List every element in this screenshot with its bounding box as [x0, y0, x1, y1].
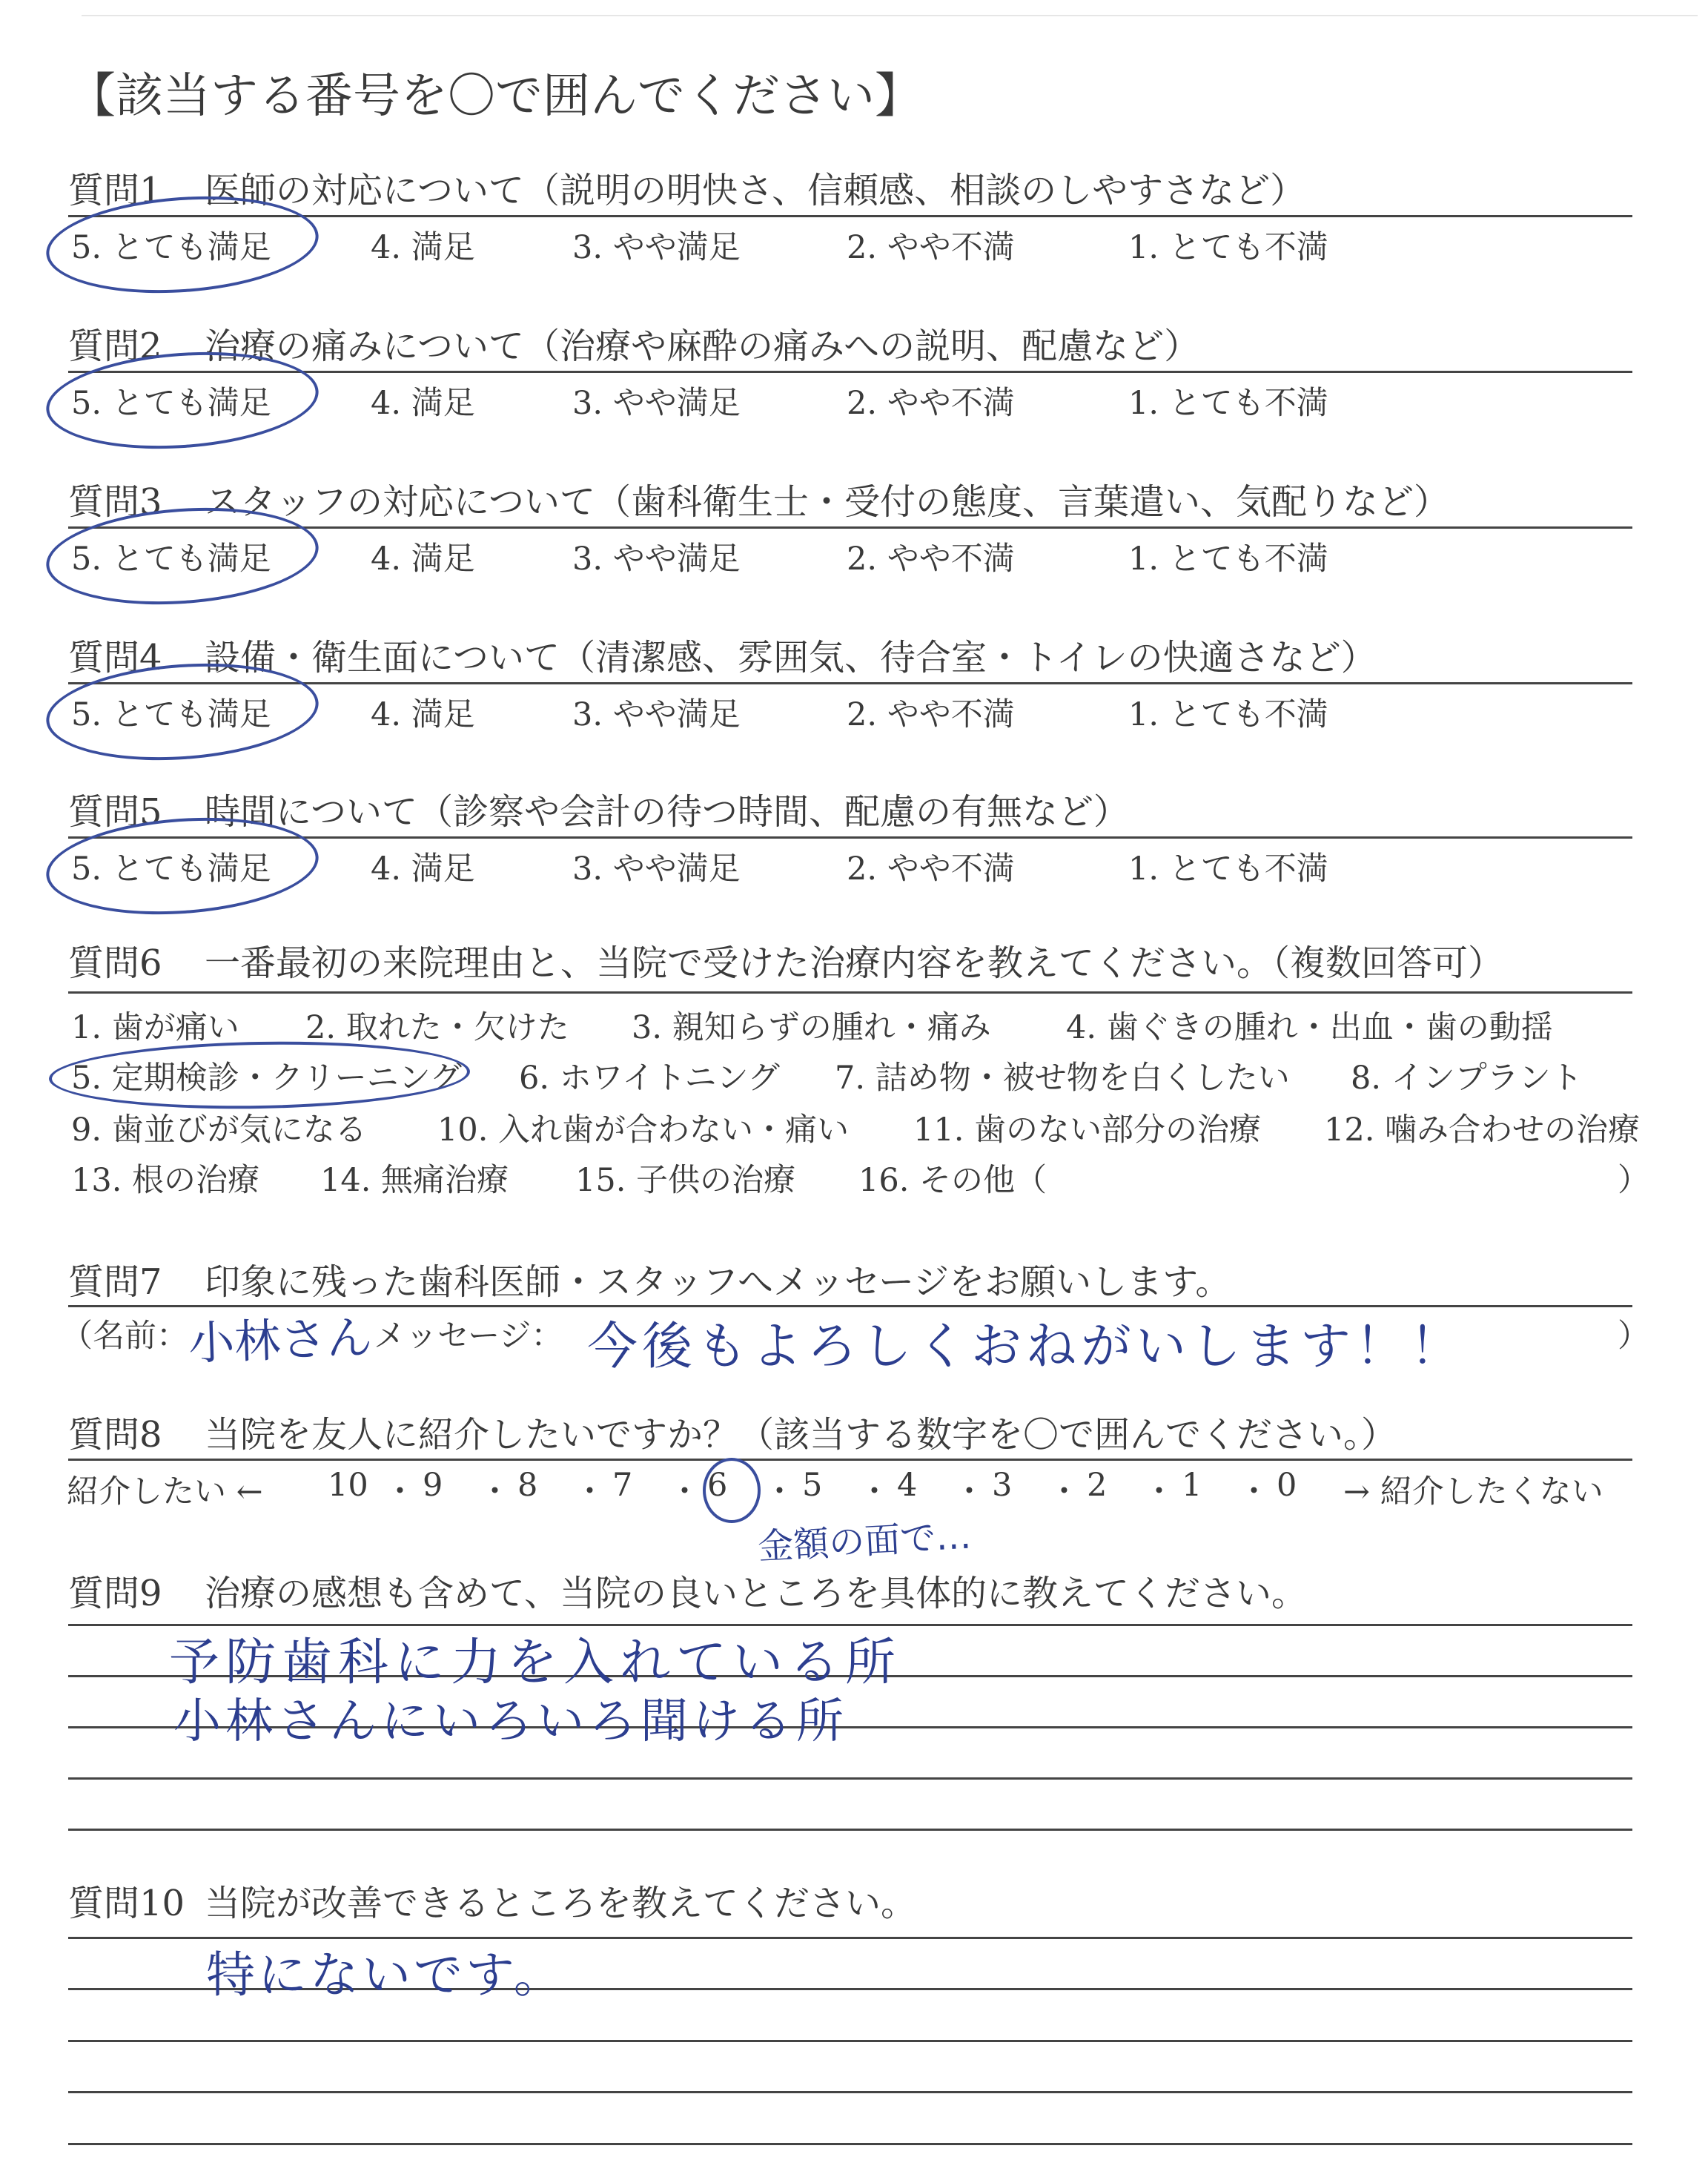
q9-answer-2: 小林さんにいろいろ聞ける所: [173, 1694, 848, 1749]
q4-option-4: 4. 満足: [371, 696, 475, 733]
q8-scale-6: 6: [707, 1467, 728, 1504]
q7-name-value: 小林さん: [187, 1309, 374, 1371]
q6-option-16: 16. その他（: [858, 1162, 1047, 1199]
q9-answer-1: 予防歯科に力を入れている所: [169, 1634, 902, 1692]
q8-rule: [68, 1459, 1632, 1461]
q8-text: 当院を友人に紹介したいですか？（該当する数字を〇で囲んでください。）: [205, 1414, 1397, 1456]
q7-name-label: （名前：: [61, 1318, 188, 1355]
q5-text: 時間について（診察や会計の待つ時間、配慮の有無など）: [205, 791, 1130, 833]
page-title: 【該当する番号を〇で囲んでください】: [68, 69, 922, 124]
q8-scale-dot: ・: [479, 1473, 511, 1510]
q10-rule-5: [68, 2143, 1632, 2145]
q6-close-paren: ）: [1618, 1162, 1649, 1199]
q3-option-5: 5. とても満足: [71, 541, 271, 578]
q6-option-13: 13. 根の治療: [71, 1162, 260, 1199]
q7-text: 印象に残った歯科医師・スタッフへメッセージをお願いします。: [205, 1261, 1231, 1303]
q7-message-value: 今後もよろしくおねがいします！！: [587, 1318, 1466, 1376]
q4-label: 質問4: [68, 637, 162, 678]
q6-option-12: 12. 噛み合わせの治療: [1324, 1112, 1641, 1149]
top-border: [82, 15, 1698, 16]
q4-text: 設備・衛生面について（清潔感、雰囲気、待合室・トイレの快適さなど）: [205, 637, 1377, 678]
q7-message-label: メッセージ：: [374, 1318, 563, 1355]
q6-option-14: 14. 無痛治療: [320, 1162, 509, 1199]
q8-left-label: 紹介したい ←: [67, 1473, 263, 1510]
q10-label: 質問10: [68, 1883, 185, 1924]
q6-option-2: 2. 取れた・欠けた: [305, 1009, 569, 1046]
q8-scale-dot: ・: [1143, 1473, 1175, 1510]
q10-text: 当院が改善できるところを教えてください。: [205, 1883, 917, 1924]
q8-scale-dot: ・: [953, 1473, 985, 1510]
q4-option-2: 2. やや不満: [847, 696, 1015, 733]
q8-scale-9: 9: [423, 1467, 443, 1504]
q8-scale-4: 4: [897, 1467, 918, 1504]
q8-scale-0: 0: [1277, 1467, 1297, 1504]
q6-option-15: 15. 子供の治療: [575, 1162, 796, 1199]
q9-label: 質問9: [68, 1573, 162, 1614]
q1-option-2: 2. やや不満: [847, 229, 1015, 266]
q8-scale-8: 8: [517, 1467, 538, 1504]
q8-right-label: → 紹介したくない: [1343, 1473, 1603, 1510]
q6-option-9: 9. 歯並びが気になる: [71, 1112, 367, 1149]
q8-scale-dot: ・: [574, 1473, 606, 1510]
q8-scale-5: 5: [802, 1467, 823, 1504]
q8-scale-1: 1: [1182, 1467, 1202, 1504]
q8-scale-7: 7: [612, 1467, 633, 1504]
q8-scale-10: 10: [328, 1467, 368, 1504]
q1-text: 医師の対応について（説明の明快さ、信頼感、相談のしやすさなど）: [205, 170, 1306, 211]
q1-option-1: 1. とても不満: [1128, 229, 1328, 266]
q8-scale-3: 3: [992, 1467, 1013, 1504]
q6-option-10: 10. 入れ歯が合わない・痛い: [437, 1112, 850, 1149]
q8-scale-dot: ・: [384, 1473, 416, 1510]
q10-rule-3: [68, 2040, 1632, 2042]
q2-text: 治療の痛みについて（治療や麻酔の痛みへの説明、配慮など）: [205, 326, 1200, 367]
q7-close-paren: ）: [1618, 1318, 1649, 1355]
q8-scale-dot: ・: [669, 1473, 701, 1510]
q6-text: 一番最初の来院理由と、当院で受けた治療内容を教えてください。（複数回答可）: [205, 942, 1504, 984]
q2-label: 質問2: [68, 326, 162, 367]
q4-option-3: 3. やや満足: [572, 696, 741, 733]
q3-text: スタッフの対応について（歯科衛生士・受付の態度、言葉遣い、気配りなど）: [205, 481, 1450, 523]
q2-option-3: 3. やや満足: [572, 385, 741, 422]
q6-label: 質問6: [68, 942, 162, 984]
q3-option-3: 3. やや満足: [572, 541, 741, 578]
q5-option-5: 5. とても満足: [71, 851, 271, 888]
q6-option-1: 1. 歯が痛い: [71, 1009, 239, 1046]
q8-label: 質問8: [68, 1414, 162, 1456]
q10-answer-1: 特にないです。: [206, 1946, 566, 2004]
q9-rule-5: [68, 1829, 1632, 1831]
q8-scale-2: 2: [1087, 1467, 1108, 1504]
q2-option-5: 5. とても満足: [71, 385, 271, 422]
q5-option-2: 2. やや不満: [847, 851, 1015, 888]
q6-option-5: 5. 定期検診・クリーニング: [71, 1060, 462, 1097]
q8-selection-circle: [703, 1458, 761, 1523]
q1-option-5: 5. とても満足: [71, 229, 271, 266]
q2-option-1: 1. とても不満: [1128, 385, 1328, 422]
q8-scale-dot: ・: [764, 1473, 795, 1510]
q6-option-11: 11. 歯のない部分の治療: [913, 1112, 1262, 1149]
q3-option-4: 4. 満足: [371, 541, 475, 578]
q1-label: 質問1: [68, 170, 162, 211]
q9-text: 治療の感想も含めて、当院の良いところを具体的に教えてください。: [205, 1573, 1308, 1614]
q8-scale-dot: ・: [858, 1473, 890, 1510]
q4-option-5: 5. とても満足: [71, 696, 271, 733]
q9-rule-4: [68, 1777, 1632, 1780]
q5-option-3: 3. やや満足: [572, 851, 741, 888]
q5-option-4: 4. 満足: [371, 851, 475, 888]
q8-note: 金額の面で…: [756, 1515, 973, 1568]
q2-option-2: 2. やや不満: [847, 385, 1015, 422]
q10-rule-4: [68, 2091, 1632, 2093]
q5-option-1: 1. とても不満: [1128, 851, 1328, 888]
q8-scale-dot: ・: [1048, 1473, 1080, 1510]
q3-option-1: 1. とても不満: [1128, 541, 1328, 578]
q1-option-4: 4. 満足: [371, 229, 475, 266]
q6-selection-circle: [48, 1038, 470, 1112]
q6-option-6: 6. ホワイトニング: [519, 1060, 780, 1097]
q6-option-4: 4. 歯ぐきの腫れ・出血・歯の動揺: [1066, 1009, 1553, 1046]
q5-label: 質問5: [68, 791, 162, 833]
q6-option-3: 3. 親知らずの腫れ・痛み: [632, 1009, 991, 1046]
q6-option-8: 8. インプラント: [1351, 1060, 1583, 1097]
q3-option-2: 2. やや不満: [847, 541, 1015, 578]
q1-option-3: 3. やや満足: [572, 229, 741, 266]
q4-option-1: 1. とても不満: [1128, 696, 1328, 733]
q8-scale-dot: ・: [1238, 1473, 1270, 1510]
q3-label: 質問3: [68, 481, 162, 523]
q7-label: 質問7: [68, 1261, 162, 1303]
q6-rule: [68, 991, 1632, 994]
q2-option-4: 4. 満足: [371, 385, 475, 422]
q6-option-7: 7. 詰め物・被せ物を白くしたい: [835, 1060, 1290, 1097]
